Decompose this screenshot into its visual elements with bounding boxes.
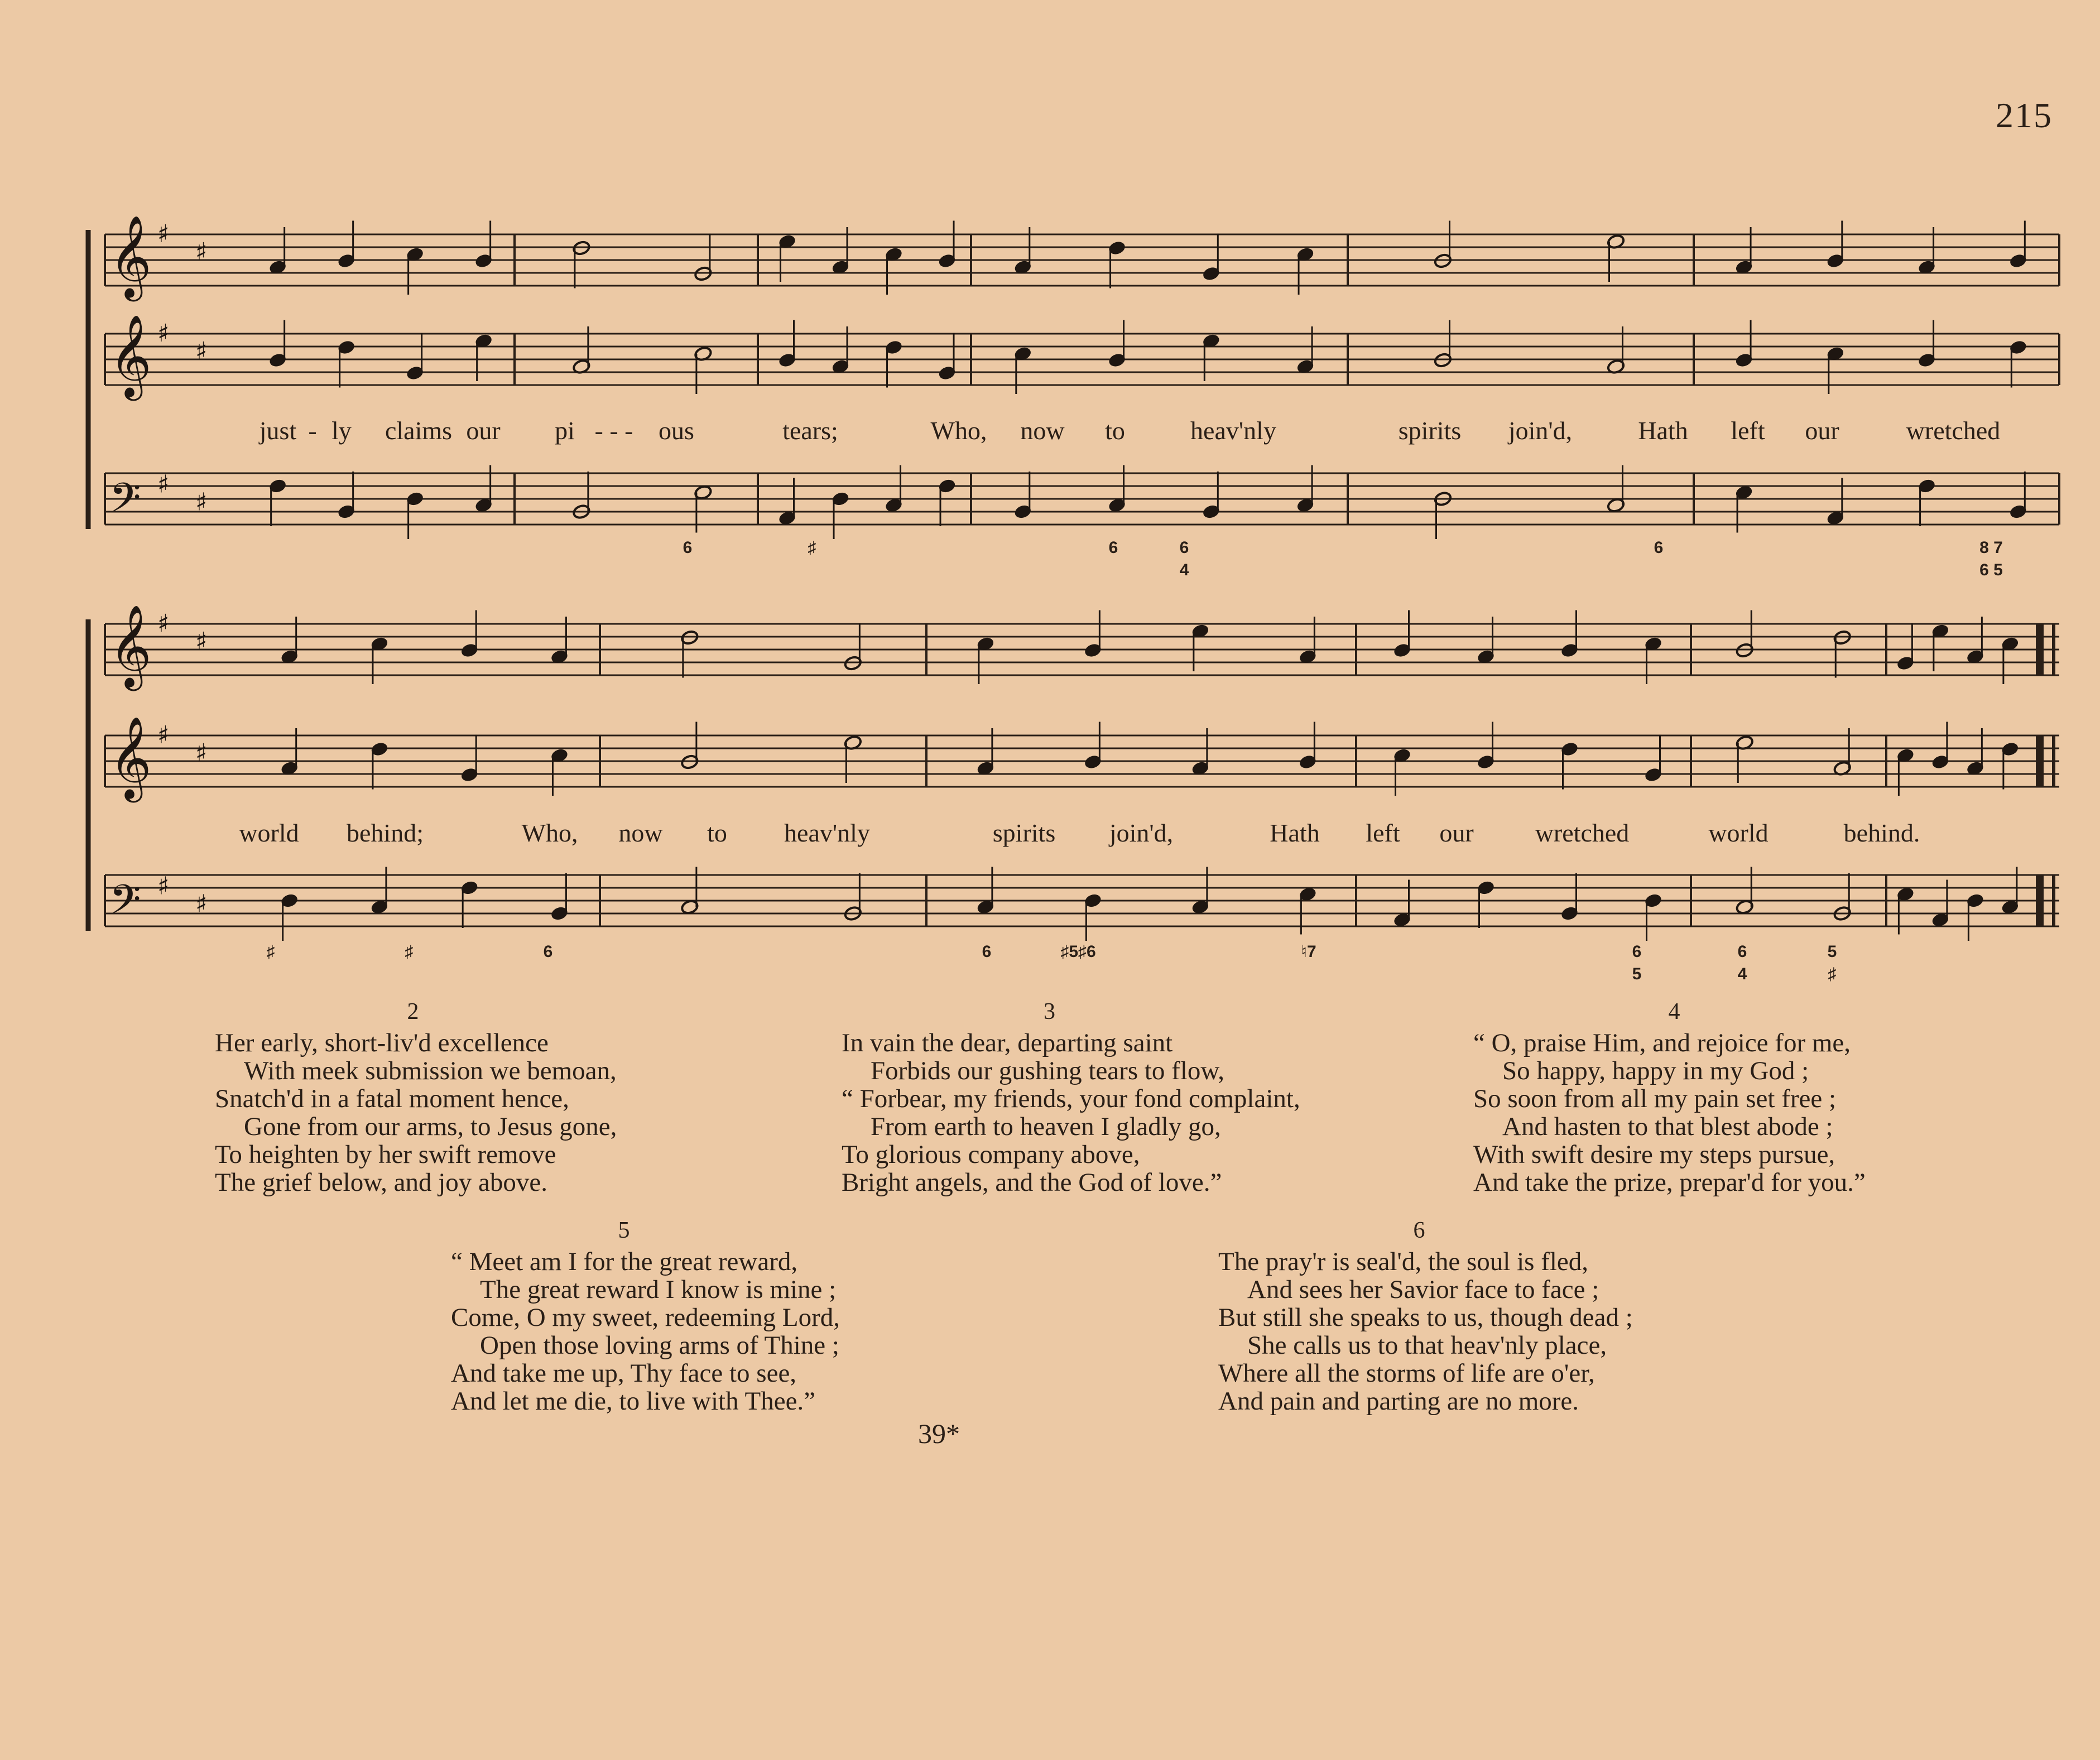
stanza-line: And take the prize, prepar'd for you.” <box>1473 1168 1866 1197</box>
key-sharp-icon: ♯ <box>157 872 170 901</box>
lyric: our <box>466 416 501 445</box>
stanza-line: In vain the dear, departing saint <box>842 1028 1173 1057</box>
key-sharp-icon: ♯ <box>195 337 208 366</box>
lyric: claims <box>385 416 453 445</box>
figure: 6 <box>982 942 992 961</box>
key-sharp-icon: ♯ <box>157 720 170 749</box>
stanza-3 <box>842 998 1355 1196</box>
stanza-line: Bright angels, and the God of love.” <box>842 1168 1222 1197</box>
lyric: wretched <box>1535 819 1630 847</box>
stanza-line: And sees her Savior face to face ; <box>1247 1275 1599 1304</box>
stanza-4 <box>1473 998 1987 1196</box>
stanza-line: “ Forbear, my friends, your fond complaint, <box>842 1084 1300 1113</box>
figure: 6 <box>1108 538 1118 557</box>
figure: 5 ♯ <box>1827 942 1837 983</box>
stanza-line: With meek submission we bemoan, <box>244 1056 617 1085</box>
lyric: to <box>1105 416 1125 445</box>
treble-clef-icon: 𝄞 <box>109 314 152 397</box>
stanza-2 <box>215 998 672 1196</box>
lyric: just <box>259 416 297 445</box>
key-sharp-icon: ♯ <box>195 739 208 767</box>
figure: 6 4 <box>1737 942 1747 983</box>
figure: 6 4 <box>1179 538 1189 579</box>
stanza-line: Gone from our arms, to Jesus gone, <box>244 1112 617 1141</box>
lyric: tears; <box>782 416 838 445</box>
lyric: world <box>1708 819 1769 847</box>
lyric: spirits <box>992 819 1056 847</box>
stanza-line: And take me up, Thy face to see, <box>451 1359 797 1388</box>
lyric: spirits <box>1398 416 1462 445</box>
lyric: Hath <box>1270 819 1320 847</box>
key-sharp-icon: ♯ <box>195 627 208 656</box>
stanza-line: To heighten by her swift remove <box>215 1140 556 1169</box>
lyric: Who, <box>930 416 987 445</box>
treble-clef-icon: 𝄞 <box>109 604 152 687</box>
stanza-line: The great reward I know is mine ; <box>480 1275 837 1304</box>
key-sharp-icon: ♯ <box>157 470 170 499</box>
lyric: heav'nly <box>784 819 870 847</box>
stanza-line: And hasten to that blest abode ; <box>1502 1112 1833 1141</box>
lyric: ous <box>659 416 694 445</box>
key-sharp-icon: ♯ <box>195 488 208 517</box>
lyric: Hath <box>1638 416 1688 445</box>
stanza-number: 5 <box>618 1218 630 1243</box>
bass-clef-icon: 𝄢 <box>109 473 141 531</box>
lyric: pi <box>555 416 575 445</box>
stanza-line: She calls us to that heav'nly place, <box>1247 1331 1607 1360</box>
lyric: our <box>1805 416 1839 445</box>
stanza-line: The pray'r is seal'd, the soul is fled, <box>1218 1247 1589 1276</box>
stanza-line: Forbids our gushing tears to flow, <box>871 1056 1225 1085</box>
lyric: to <box>707 819 727 847</box>
key-sharp-icon: ♯ <box>157 219 170 248</box>
page-number: 215 <box>1996 95 2053 135</box>
lyric: world <box>239 819 299 847</box>
figure: 6 5 <box>1632 942 1642 983</box>
stanza-line: Open those loving arms of Thine ; <box>480 1331 839 1360</box>
figure: ♮7 <box>1301 942 1316 961</box>
stanza-line: And pain and parting are no more. <box>1218 1387 1579 1416</box>
lyric: Who, <box>521 819 578 847</box>
key-sharp-icon: ♯ <box>195 238 208 266</box>
stanza-line: Come, O my sweet, redeeming Lord, <box>451 1303 840 1332</box>
lyric: join'd, <box>1109 819 1174 847</box>
stanza-line: To glorious company above, <box>842 1140 1140 1169</box>
stanza-number: 3 <box>1044 999 1055 1025</box>
lyric: left <box>1366 819 1400 847</box>
stanza-line: Her early, short-liv'd excellence <box>215 1028 549 1057</box>
stanza-line: So soon from all my pain set free ; <box>1473 1084 1837 1113</box>
lyric: - - - <box>594 416 633 445</box>
figure: 6 <box>1654 538 1664 557</box>
stanza-number: 6 <box>1413 1218 1425 1243</box>
figure: 6 <box>683 538 693 557</box>
lyric: join'd, <box>1508 416 1573 445</box>
stanza-5 <box>451 1216 953 1415</box>
lyric: - <box>308 416 317 445</box>
lyric: heav'nly <box>1190 416 1276 445</box>
signature-mark: 39* <box>918 1418 960 1449</box>
stanza-line: The grief below, and joy above. <box>215 1168 547 1197</box>
stanza-line: With swift desire my steps pursue, <box>1473 1140 1835 1169</box>
figure: 6 <box>543 942 553 961</box>
stanza-line: From earth to heaven I gladly go, <box>871 1112 1221 1141</box>
treble-clef-icon: 𝄞 <box>109 715 152 799</box>
lyric: our <box>1439 819 1474 847</box>
stanza-number: 4 <box>1668 999 1680 1025</box>
lyric: left <box>1731 416 1765 445</box>
stanza-line: Where all the storms of life are o'er, <box>1218 1359 1595 1388</box>
lyric: now <box>1020 416 1065 445</box>
stanza-line: So happy, happy in my God ; <box>1502 1056 1809 1085</box>
stanza-6 <box>1218 1216 1721 1415</box>
figure: ♯5♯6 <box>1060 942 1096 961</box>
figure: 8 7 6 5 <box>1979 538 2003 579</box>
stanza-line: And let me die, to live with Thee.” <box>451 1387 816 1416</box>
key-sharp-icon: ♯ <box>157 319 170 348</box>
stanza-line: “ Meet am I for the great reward, <box>451 1247 798 1276</box>
system1-lyrics <box>0 416 2100 449</box>
lyric: behind. <box>1843 819 1920 847</box>
stanza-line: But still she speaks to us, though dead ; <box>1218 1303 1633 1332</box>
stanza-line: Snatch'd in a fatal moment hence, <box>215 1084 569 1113</box>
lyric: wretched <box>1906 416 2001 445</box>
lyric: now <box>618 819 663 847</box>
system2-lyrics <box>0 818 2100 852</box>
lyric: behind; <box>347 819 424 847</box>
treble-clef-icon: 𝄞 <box>109 214 152 298</box>
figure: ♯ <box>266 942 275 961</box>
lyric: ly <box>331 416 352 445</box>
figure: ♯ <box>405 942 414 961</box>
stanza-line: “ O, praise Him, and rejoice for me, <box>1473 1028 1851 1057</box>
key-sharp-icon: ♯ <box>195 889 208 919</box>
stanza-number: 2 <box>407 999 419 1025</box>
figure: ♯ <box>808 538 816 557</box>
key-sharp-icon: ♯ <box>157 609 170 638</box>
bass-clef-icon: 𝄢 <box>109 875 141 933</box>
